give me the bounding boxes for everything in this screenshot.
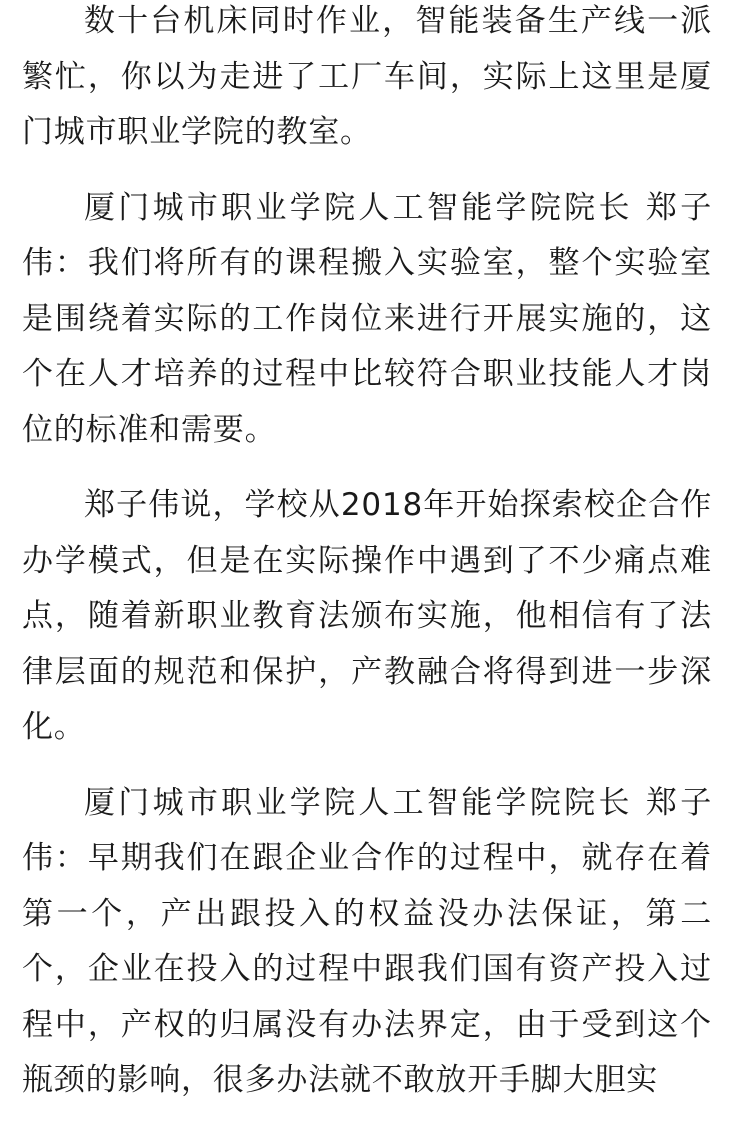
paragraph-3: 郑子伟说，学校从2018年开始探索校企合作办学模式，但是在实际操作中遇到了不少痛点难点，随着新职业教育法颁布实施，他相信有了法律层面的规范和保护，产教融合将得到进一步深化。 [22,487,712,745]
paragraph-2: 厦门城市职业学院人工智能学院院长 郑子伟：我们将所有的课程搬入实验室，整个实验室是围绕着实际的工作岗位来进行开展实施的，这个在人才培养的过程中比较符合职业技能人才岗位的标准和需要。 [22,189,712,448]
paragraph-1: 数十台机床同时作业，智能装备生产线一派繁忙，你以为走进了工厂车间，实际上这里是厦门城市职业学院的教室。 [22,3,712,150]
article-body [22,0,712,1129]
paragraph-4: 厦门城市职业学院人工智能学院院长 郑子伟：早期我们在跟企业合作的过程中，就存在着第一个，产出跟投入的权益没办法保证，第二个，企业在投入的过程中跟我们国有资产投入过程中，产权的归属没有办法界定，由于受到这个瓶颈的影响，很多办法就不敢放开手脚大胆实 [22,784,712,1098]
